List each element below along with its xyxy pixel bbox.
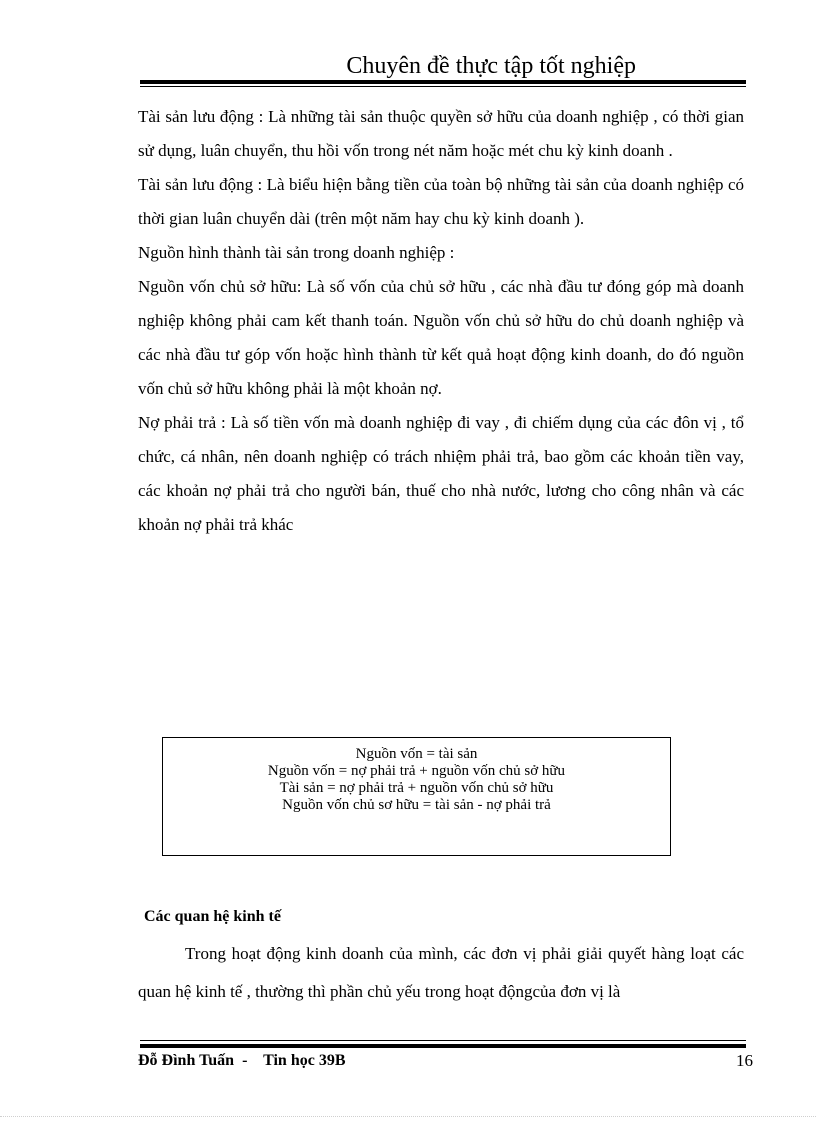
page-bottom-dotted-border	[0, 1116, 816, 1117]
paragraph-nguon-hinh-thanh: Nguồn hình thành tài sản trong doanh nghiệp :	[138, 243, 455, 262]
footer-rule-thin	[140, 1040, 746, 1041]
formula-line: Nguồn vốn chủ sơ hữu = tài sản - nợ phải trả	[282, 797, 551, 813]
section-heading: Các quan hệ kinh tế	[144, 908, 281, 925]
paragraph-tai-san-luu-dong-2: Tài sản lưu động : Là biểu hiện bằng tiền của toàn bộ những tài sản của doanh nghiệp có thời gian luân chuyển dài (trên một năm hay chu kỳ kinh doanh ).	[138, 175, 744, 228]
paragraph-no-phai-tra: Nợ phải trả : Là số tiền vốn mà doanh nghiệp đi vay , đi chiếm dụng của các đôn vị , tổ chức, cá nhân, nên doanh nghiệp có trách nhiệm phải trả, bao gồm các khoản tiền vay, các khoản nợ phải trả cho người bán, thuế cho nhà nước, lương cho công nhân và các khoản nợ phải trả khác	[138, 413, 744, 534]
paragraph-tai-san-luu-dong-1: Tài sản lưu động : Là những tài sản thuộc quyền sở hữu của doanh nghiệp , có thời gian sử dụng, luân chuyển, thu hồi vốn trong nét năm hoặc mét chu kỳ kinh doanh .	[138, 107, 744, 160]
formula-line: Tài sản = nợ phải trả + nguồn vốn chủ sở hữu	[279, 780, 554, 796]
formula-line: Nguồn vốn = tài sản	[355, 746, 478, 762]
page-number: 16	[736, 1051, 753, 1070]
formula-box	[162, 737, 671, 856]
footer-rule-thick	[140, 1044, 746, 1048]
header-rule-thin	[140, 86, 746, 87]
header-rule-thick	[140, 80, 746, 84]
section-paragraph: Trong hoạt động kinh doanh của mình, các đơn vị phải giải quyết hàng loạt các quan hệ kinh tế , thường thì phần chủ yếu trong hoạt độngcủa đơn vị là	[138, 944, 744, 1001]
page-header-title: Chuyên đề thực tập tốt nghiệp	[346, 53, 636, 79]
footer-author: Đỗ Đình Tuấn - Tin học 39B	[138, 1052, 346, 1069]
formula-line: Nguồn vốn = nợ phải trả + nguồn vốn chủ sở hữu	[267, 763, 566, 779]
body-text	[138, 100, 744, 542]
paragraph-nguon-von-chu-so-huu: Nguồn vốn chủ sở hữu: Là số vốn của chủ sở hữu , các nhà đầu tư đóng góp mà doanh nghiệp không phải cam kết thanh toán. Nguồn vốn chủ sở hữu do chủ doanh nghiệp và các nhà đầu tư góp vốn hoặc hình thành từ kết quả hoạt động kinh doanh, do đó nguồn vốn chủ sở hữu không phải là một khoản nợ.	[138, 277, 744, 398]
